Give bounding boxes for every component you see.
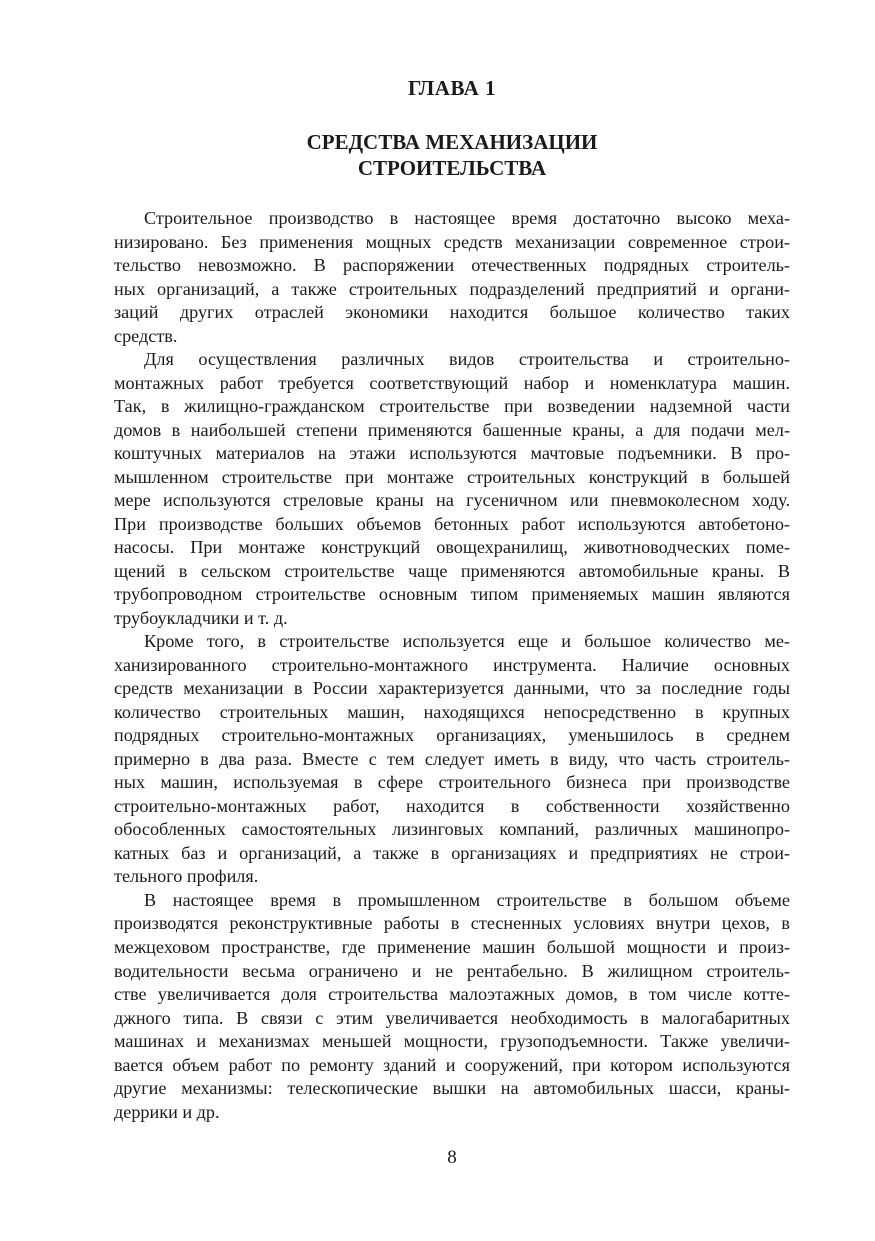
text-line: средств механизации в России характеризуется данными, что за последние годы bbox=[114, 678, 790, 699]
text-line: вается объем работ по ремонту зданий и сооружений, при котором используются bbox=[114, 1054, 790, 1075]
text-line: другие механизмы: телескопические вышки на автомобильных шасси, краны- bbox=[114, 1078, 790, 1099]
text-line: трубопроводном строительстве основным типом применяемых машин являются bbox=[114, 584, 790, 605]
chapter-title-line: СРЕДСТВА МЕХАНИЗАЦИИ bbox=[306, 130, 598, 154]
text-line: низировано. Без применения мощных средств механизации современное строи- bbox=[114, 231, 790, 252]
text-line: производятся реконструктивные работы в стесненных условиях внутри цехов, в bbox=[114, 913, 790, 934]
text-line: насосы. При монтаже конструкций овощехранилищ, животноводческих поме- bbox=[114, 537, 790, 558]
paragraph bbox=[114, 630, 790, 889]
text-line: щений в сельском строительстве чаще применяются автомобильные краны. В bbox=[114, 560, 790, 581]
chapter-label: ГЛАВА 1 bbox=[407, 76, 497, 100]
text-line: Так, в жилищно-гражданском строительстве при возведении надземной части bbox=[114, 396, 790, 417]
text-line: количество строительных машин, находящихся непосредственно в крупных bbox=[114, 701, 790, 722]
text-line: джного типа. В связи с этим увеличивается необходимость в малогабаритных bbox=[114, 1007, 790, 1028]
text-line: мере используются стреловые краны на гусеничном или пневмоколесном ходу. bbox=[114, 490, 790, 511]
text-line: трубоукладчики и т. д. bbox=[114, 607, 288, 628]
text-line: стве увеличивается доля строительства малоэтажных домов, в том числе котте- bbox=[114, 984, 790, 1005]
text-line: Строительное производство в настоящее время достаточно высоко меха- bbox=[144, 208, 790, 228]
chapter-title-line: СТРОИТЕЛЬСТВА bbox=[357, 156, 547, 180]
text-line: Кроме того, в строительстве используется еще и большое количество ме- bbox=[144, 631, 790, 652]
text-line: водительности весьма ограничено и не рентабельно. В жилищном строитель- bbox=[114, 960, 790, 981]
text-line: В настоящее время в промышленном строительстве в большом объеме bbox=[144, 889, 790, 910]
text-line: ных машин, используемая в сфере строительного бизнеса при производстве bbox=[114, 772, 790, 793]
text-line: тельного профиля. bbox=[114, 866, 259, 887]
text-line: строительно-монтажных работ, находится в собственности хозяйственно bbox=[114, 795, 790, 816]
page-number: 8 bbox=[447, 1147, 457, 1168]
text-line: машинах и механизмах меньшей мощности, грузоподъемности. Также увеличи- bbox=[114, 1031, 790, 1052]
text-line: ных организаций, а также строительных подразделений предприятий и органи- bbox=[114, 278, 790, 299]
text-line: средств. bbox=[114, 325, 178, 346]
text-line: ханизированного строительно-монтажного инструмента. Наличие основных bbox=[114, 654, 790, 675]
text-line: обособленных самостоятельных лизинговых компаний, различных машинопро- bbox=[114, 819, 790, 840]
text-line: домов в наибольшей степени применяются башенные краны, а для подачи мел- bbox=[114, 419, 790, 440]
body-text bbox=[114, 207, 790, 1124]
text-line: Для осуществления различных видов строительства и строительно- bbox=[144, 349, 790, 370]
paragraph bbox=[114, 348, 790, 630]
chapter-title bbox=[114, 129, 790, 181]
text-line: монтажных работ требуется соответствующий набор и номенклатура машин. bbox=[114, 372, 790, 393]
text-line: При производстве больших объемов бетонных работ используются автобетоно- bbox=[114, 513, 790, 534]
text-line: заций других отраслей экономики находится большое количество таких bbox=[114, 302, 790, 323]
paragraph bbox=[114, 889, 790, 1124]
text-line: мышленном строительстве при монтаже строительных конструкций в большей bbox=[114, 466, 790, 487]
text-line: тельство невозможно. В распоряжении отечественных подрядных строитель- bbox=[114, 255, 790, 276]
text-line: деррики и др. bbox=[114, 1101, 220, 1122]
text-line: подрядных строительно-монтажных организациях, уменьшилось в среднем bbox=[114, 725, 790, 746]
text-line: катных баз и организаций, а также в организациях и предприятиях не строи- bbox=[114, 842, 790, 863]
text-line: межцеховом пространстве, где применение машин большой мощности и произ- bbox=[114, 936, 790, 957]
paragraph bbox=[114, 207, 790, 348]
text-line: коштучных материалов на этажи используются мачтовые подъемники. В про- bbox=[114, 443, 790, 464]
text-line: примерно в два раза. Вместе с тем следует иметь в виду, что часть строитель- bbox=[114, 748, 790, 769]
